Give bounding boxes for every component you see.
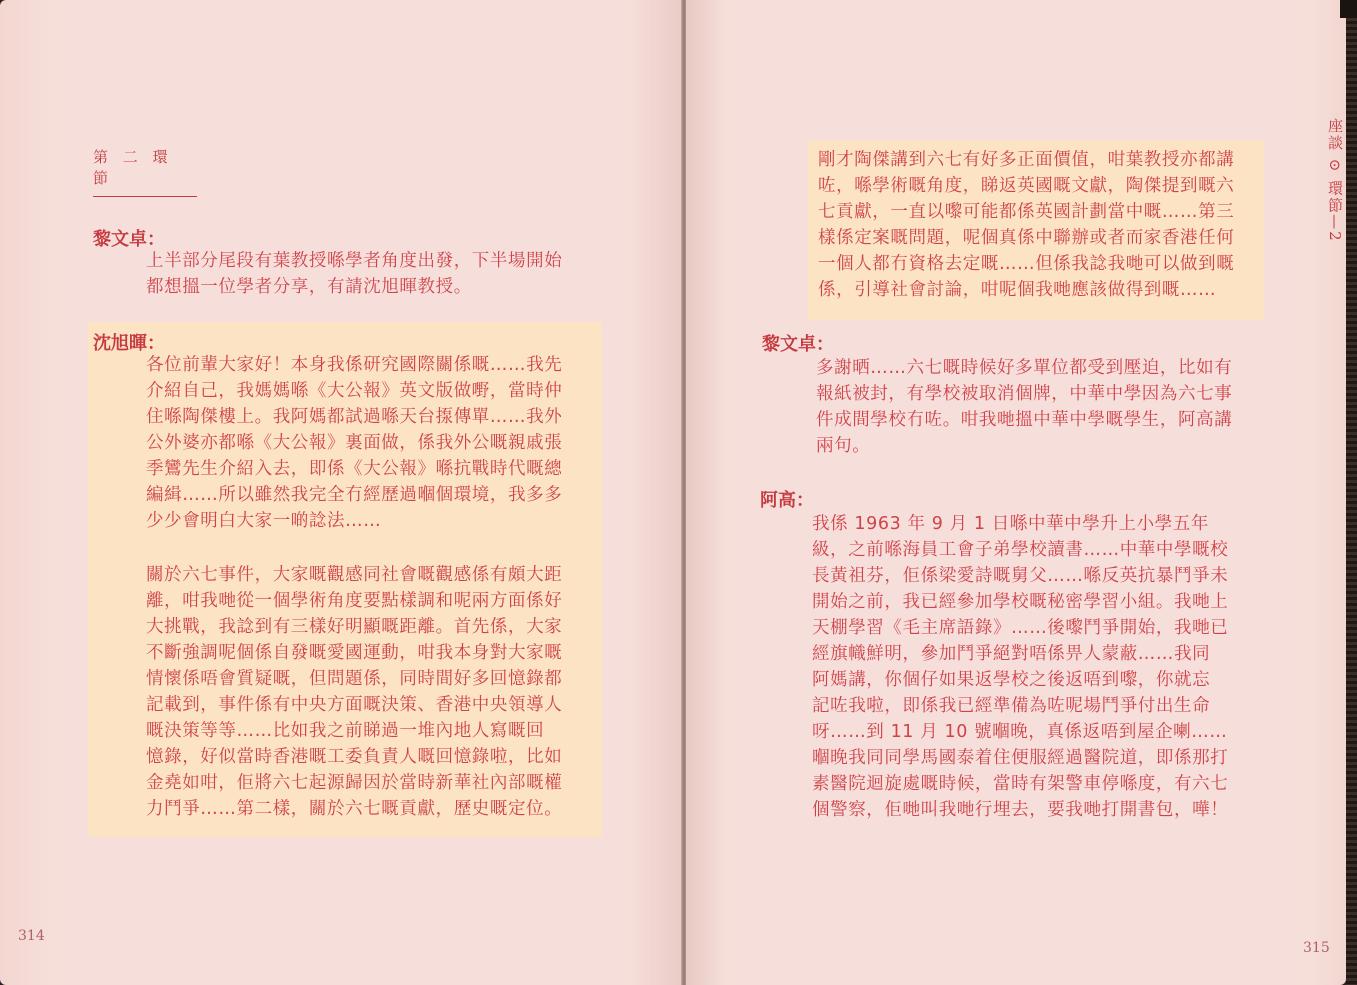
- page-number: 315: [1303, 940, 1330, 956]
- page-number: 314: [18, 928, 45, 944]
- scan-edge: [1346, 0, 1357, 985]
- paragraph: 多謝晒……六七嘅時候好多單位都受到壓迫，比如有 報紙被封，有學校被取消個牌，中華中學因為六七事 件成間學校冇咗。咁我哋搵中華中學嘅學生，阿高講 兩句。: [816, 358, 1233, 456]
- speaker-label: 黎文卓：: [93, 229, 165, 250]
- paragraph: 各位前輩大家好！本身我係研究國際關係嘅……我先 介紹自己，我媽媽喺《大公報》英文版做嘢，當時仲 住喺陶傑樓上。我阿媽都試過喺天台揼傳單……我外 公外婆亦都喺《大公報》裏面做，係我外公嘅親戚張 季鸞先生介紹入去，即係《大公報》喺抗戰時代嘅總 編緝……所以雖然我完全冇經歷過嗰個環境，我多多 少少會明白大家一啲諗法……: [146, 355, 563, 531]
- section-title: 第 二 環 節: [93, 146, 197, 197]
- paragraph: 我係 1963 年 9 月 1 日喺中華中學升上小學五年 級，之前喺海員工會子弟學校讀書……中華中學嘅校 長黃祖芬，佢係梁愛詩嘅舅父……喺反英抗暴鬥爭未 開始之前，我已經參加學校嘅秘密學習小組。我哋上 天棚學習《毛主席語錄》……後嚟鬥爭開始，我哋已 經旗幟鮮明，參加鬥爭絕對唔係畀人蒙蔽……我同 阿媽講，你個仔如果返學校之後返唔到嚟，你就忘 記咗我啦，即係我已經準備為咗呢場鬥爭付出生命 呀……到 11 月 10 號嗰晚，真係返唔到屋企喇…… 嗰晚我同同學馬國泰着住便服經過醫院道，即係那打 素醫院迴旋處嘅時候，當時有架警車停喺度，有六七 個警察，佢哋叫我哋行埋去，要我哋打開書包，嘩！: [812, 514, 1229, 820]
- speaker-label: 沈旭暉：: [93, 333, 165, 354]
- speaker-label: 黎文卓：: [762, 334, 834, 355]
- paragraph: 剛才陶傑講到六七有好多正面價值，咁葉教授亦都講 咗，喺學術嘅角度，睇返英國嘅文獻，陶傑提到嘅六 七貢獻，一直以嚟可能都係英國計劃當中嘅……第三 樣係定案嘅問題，呢個真係中聯辦或者而家香港任何 一個人都冇資格去定嘅……但係我諗我哋可以做到嘅 係，引導社會討論，咁呢個我哋應該做得到嘅……: [818, 150, 1235, 300]
- right-page: [686, 0, 1346, 985]
- paragraph: 關於六七事件，大家嘅觀感同社會嘅觀感係有頗大距 離，咁我哋從一個學術角度要點樣調和呢兩方面係好 大挑戰，我諗到有三樣好明顯嘅距離。首先係，大家 不斷強調呢個係自發嘅愛國運動，咁我本身對大家嘅 情懷係唔會質疑嘅，但問題係，同時間好多回憶錄都 記載到，事件係有中央方面嘅決策、香港中央領導人 嘅決策等等……比如我之前睇過一堆內地人寫嘅回 憶錄，好似當時香港嘅工委負責人嘅回憶錄啦，比如 金堯如咁，佢將六七起源歸因於當時新華社內部嘅權 力鬥爭……第二樣，關於六七嘅貢獻，歷史嘅定位。: [146, 565, 563, 819]
- paragraph: 上半部分尾段有葉教授喺學者角度出發，下半場開始 都想搵一位學者分享，有請沈旭暉教授。: [146, 251, 563, 297]
- chapter-side-tab: 座談 ⊙ 環節—2: [1326, 118, 1344, 243]
- speaker-label: 阿高：: [760, 490, 814, 511]
- scan-corner-mark: [1340, 0, 1357, 18]
